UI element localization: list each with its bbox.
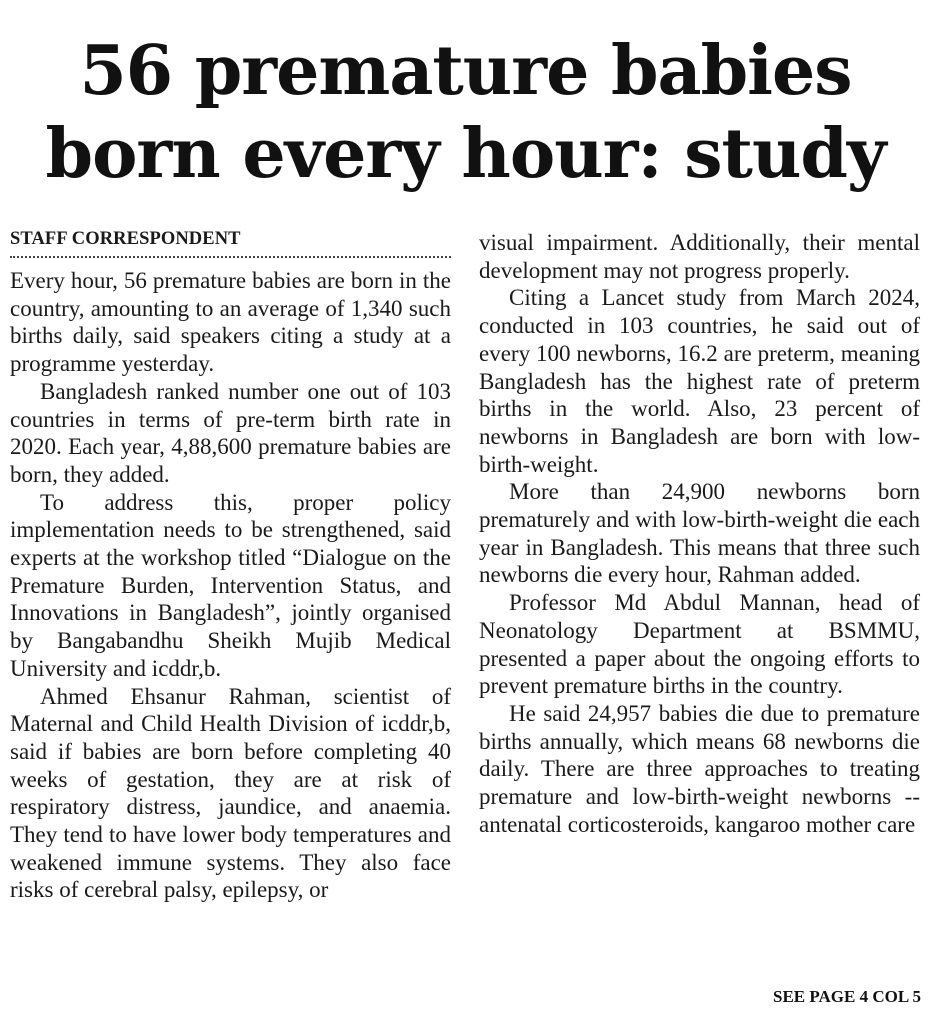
headline — [8, 30, 923, 196]
paragraph-2: Bangladesh ranked number one out of 103 countries in terms of pre-term birth rate in 2020. Each year, 4,88,600 premature babies are born, they added. — [10, 378, 451, 487]
paragraph-9: He said 24,957 babies die due to premature births annually, which means 68 newborns die daily. There are three approaches to treating premature and low-birth-weight newborns -- antenatal corticosteroids, kangaroo mother care — [479, 700, 920, 837]
left-column — [10, 228, 451, 904]
paragraph-7: More than 24,900 newborns born prematurely and with low-birth-weight die each year in Bangladesh. This means that three such newborns die every hour, Rahman added. — [479, 479, 920, 588]
continuation-link[interactable]: SEE PAGE 4 COL 5 — [773, 987, 921, 1006]
right-column — [479, 229, 920, 838]
dotted-divider — [10, 256, 451, 258]
headline-line-2: born every hour: study — [45, 114, 886, 194]
paragraph-5: visual impairment. Additionally, their mental development may not progress properly. — [479, 230, 920, 283]
paragraph-4: Ahmed Ehsanur Rahman, scientist of Maternal and Child Health Division of icddr,b, said if babies are born before completing 40 weeks of gestation, they are at risk of respiratory distress, jaundice, and anaemia. They tend to have lower body temperatures and weakened immune systems. They also face risks of cerebral palsy, epilepsy, or — [10, 683, 451, 903]
headline-line-1: 56 premature babies — [79, 31, 852, 111]
paragraph-6: Citing a Lancet study from March 2024, conducted in 103 countries, he said out of every 100 newborns, 16.2 are preterm, meaning Bangladesh has the highest rate of preterm births in the world. Also, 23 percent of newborns in Bangladesh are born with low-birth-weight. — [479, 285, 920, 477]
paragraph-3: To address this, proper policy implementation needs to be strengthened, said experts at the workshop titled “Dialogue on the Premature Burden, Intervention Status, and Innovations in Bangladesh”, jointly organised by Bangabandhu Sheikh Mujib Medical University and icddr,b. — [10, 489, 451, 681]
byline: STAFF CORRESPONDENT — [10, 229, 241, 249]
paragraph-1: Every hour, 56 premature babies are born in the country, amounting to an average of 1,340 such births daily, said speakers citing a study at a programme yesterday. — [10, 268, 451, 377]
paragraph-8: Professor Md Abdul Mannan, head of Neonatology Department at BSMMU, presented a paper about the ongoing efforts to prevent premature births in the country. — [479, 590, 920, 699]
